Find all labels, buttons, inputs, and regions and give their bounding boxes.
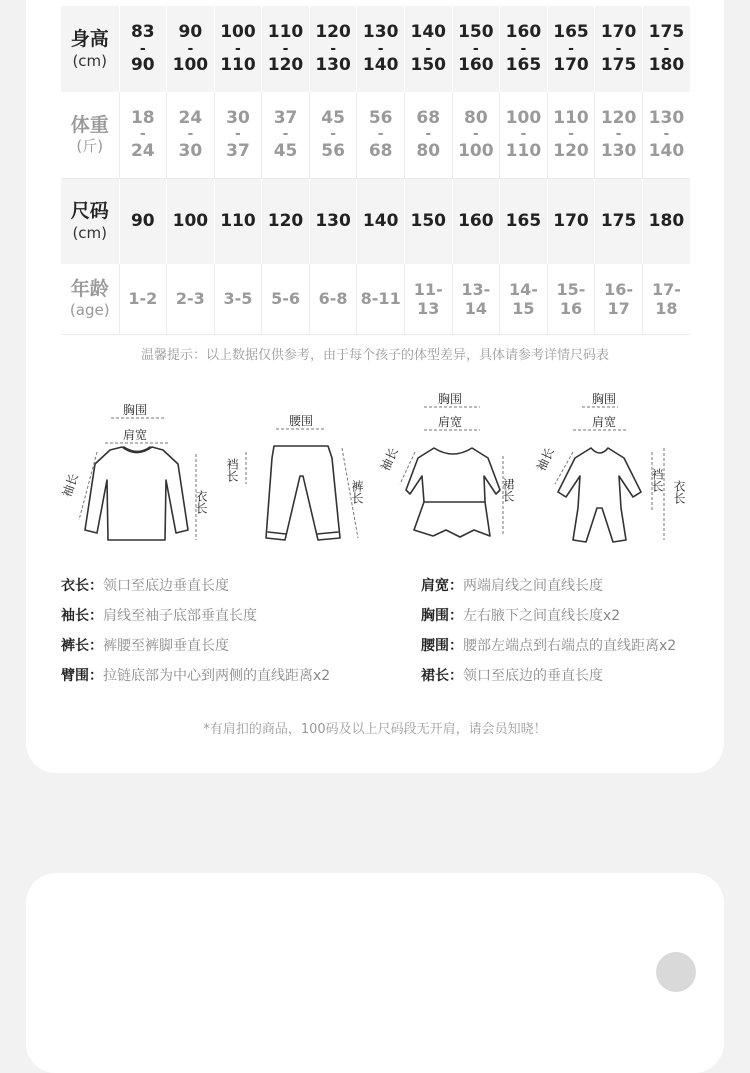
- top-icon: [85, 447, 188, 540]
- size-header: 尺码 (cm): [61, 178, 119, 264]
- label-top-shoulder: 肩宽: [123, 428, 148, 442]
- weight-cell: 18 - 24: [119, 92, 167, 178]
- weight-cell: 130 - 140: [642, 92, 690, 178]
- label-romper-shoulder: 肩宽: [592, 415, 617, 429]
- weight-cell: 80 - 100: [452, 92, 500, 178]
- age-cell: 2-3: [167, 264, 215, 334]
- size-cell: 165: [500, 178, 548, 264]
- age-cell: 16-17: [595, 264, 643, 334]
- height-cell: 160 - 165: [500, 6, 548, 92]
- height-cell: 90 - 100: [167, 6, 215, 92]
- pants-icon: [266, 446, 340, 540]
- definition-item: 衣长：领口至底边垂直长度: [61, 578, 229, 594]
- label-top-length: 衣长: [194, 490, 208, 514]
- age-cell: 11-13: [404, 264, 452, 334]
- label-dress-sleeve: 袖长: [378, 445, 401, 474]
- size-cell: 140: [357, 178, 405, 264]
- size-cell: 150: [404, 178, 452, 264]
- next-card: [26, 873, 724, 1073]
- size-cell: 180: [642, 178, 690, 264]
- height-cell: 175 - 180: [642, 6, 690, 92]
- size-table: [61, 6, 690, 335]
- weight-cell: 30 - 37: [214, 92, 262, 178]
- label-pants-waist: 腰围: [289, 414, 314, 428]
- size-cell: 160: [452, 178, 500, 264]
- disclaimer-tip: 温馨提示：以上数据仅供参考，由于每个孩子的体型差异，具体请参考详情尺码表: [140, 348, 609, 363]
- weight-cell: 56 - 68: [357, 92, 405, 178]
- definition-item: 腰围：腰部左端点到右端点的直线距离x2: [421, 638, 677, 654]
- label-romper-length: 衣长: [672, 480, 686, 504]
- definition-item: 胸围：左右腋下之间直线长度x2: [421, 608, 621, 624]
- size-cell: 175: [595, 178, 643, 264]
- size-cell: 90: [119, 178, 167, 264]
- weight-row: [61, 92, 690, 178]
- weight-cell: 45 - 56: [309, 92, 357, 178]
- height-cell: 83 - 90: [119, 6, 167, 92]
- height-cell: 140 - 150: [404, 6, 452, 92]
- definition-item: 袖长：肩线至袖子底部垂直长度: [61, 608, 257, 624]
- shoulder-button-note: *有肩扣的商品，100码及以上尺码段无开肩，请会员知晓！: [203, 722, 547, 737]
- scroll-button-partial[interactable]: [656, 952, 696, 992]
- weight-header: 体重 (斤): [61, 92, 119, 178]
- age-cell: 13-14: [452, 264, 500, 334]
- definition-item: 裙长：领口至底边的垂直长度: [421, 668, 603, 684]
- weight-cell: 68 - 80: [404, 92, 452, 178]
- dress-icon: [406, 448, 500, 537]
- height-row: [61, 6, 690, 92]
- definition-item: 裤长：裤腰至裤脚垂直长度: [61, 638, 229, 654]
- age-header: 年龄 (age): [61, 264, 119, 334]
- definitions-left: [61, 576, 330, 696]
- height-cell: 120 - 130: [309, 6, 357, 92]
- weight-cell: 37 - 45: [262, 92, 310, 178]
- size-cell: 170: [547, 178, 595, 264]
- height-cell: 130 - 140: [357, 6, 405, 92]
- age-cell: 15-16: [547, 264, 595, 334]
- label-pants-length: 裤长: [350, 480, 364, 504]
- label-dress-shoulder: 肩宽: [438, 415, 463, 429]
- height-header: 身高 (cm): [61, 6, 119, 92]
- label-romper-sleeve: 袖长: [534, 445, 557, 474]
- age-row: [61, 264, 690, 334]
- age-cell: 17-18: [642, 264, 690, 334]
- height-cell: 110 - 120: [262, 6, 310, 92]
- definitions-right: [421, 576, 676, 696]
- definition-item: 臂围：拉链底部为中心到两侧的直线距离x2: [61, 668, 331, 684]
- label-top-sleeve: 袖长: [59, 471, 82, 500]
- age-cell: 14-15: [500, 264, 548, 334]
- label-top-chest: 胸围: [123, 403, 148, 417]
- label-dress-length: 裙长: [501, 478, 515, 502]
- size-cell: 100: [167, 178, 215, 264]
- age-cell: 5-6: [262, 264, 310, 334]
- weight-cell: 110 - 120: [547, 92, 595, 178]
- measurement-diagrams: [0, 380, 750, 560]
- weight-cell: 100 - 110: [500, 92, 548, 178]
- age-cell: 1-2: [119, 264, 167, 334]
- size-row: [61, 178, 690, 264]
- label-romper-crotch: 裆长: [650, 468, 664, 492]
- label-pants-crotch: 裆长: [225, 458, 239, 482]
- height-cell: 150 - 160: [452, 6, 500, 92]
- romper-icon: [558, 448, 641, 542]
- weight-cell: 24 - 30: [167, 92, 215, 178]
- age-cell: 6-8: [309, 264, 357, 334]
- label-romper-chest: 胸围: [592, 392, 617, 406]
- age-cell: 3-5: [214, 264, 262, 334]
- height-cell: 165 - 170: [547, 6, 595, 92]
- size-cell: 120: [262, 178, 310, 264]
- label-dress-chest: 胸围: [438, 392, 463, 406]
- definition-item: 肩宽：两端肩线之间直线长度: [421, 578, 603, 594]
- size-cell: 130: [309, 178, 357, 264]
- height-cell: 100 - 110: [214, 6, 262, 92]
- height-cell: 170 - 175: [595, 6, 643, 92]
- age-cell: 8-11: [357, 264, 405, 334]
- weight-cell: 120 - 130: [595, 92, 643, 178]
- diagram-labels: [59, 391, 686, 515]
- size-cell: 110: [214, 178, 262, 264]
